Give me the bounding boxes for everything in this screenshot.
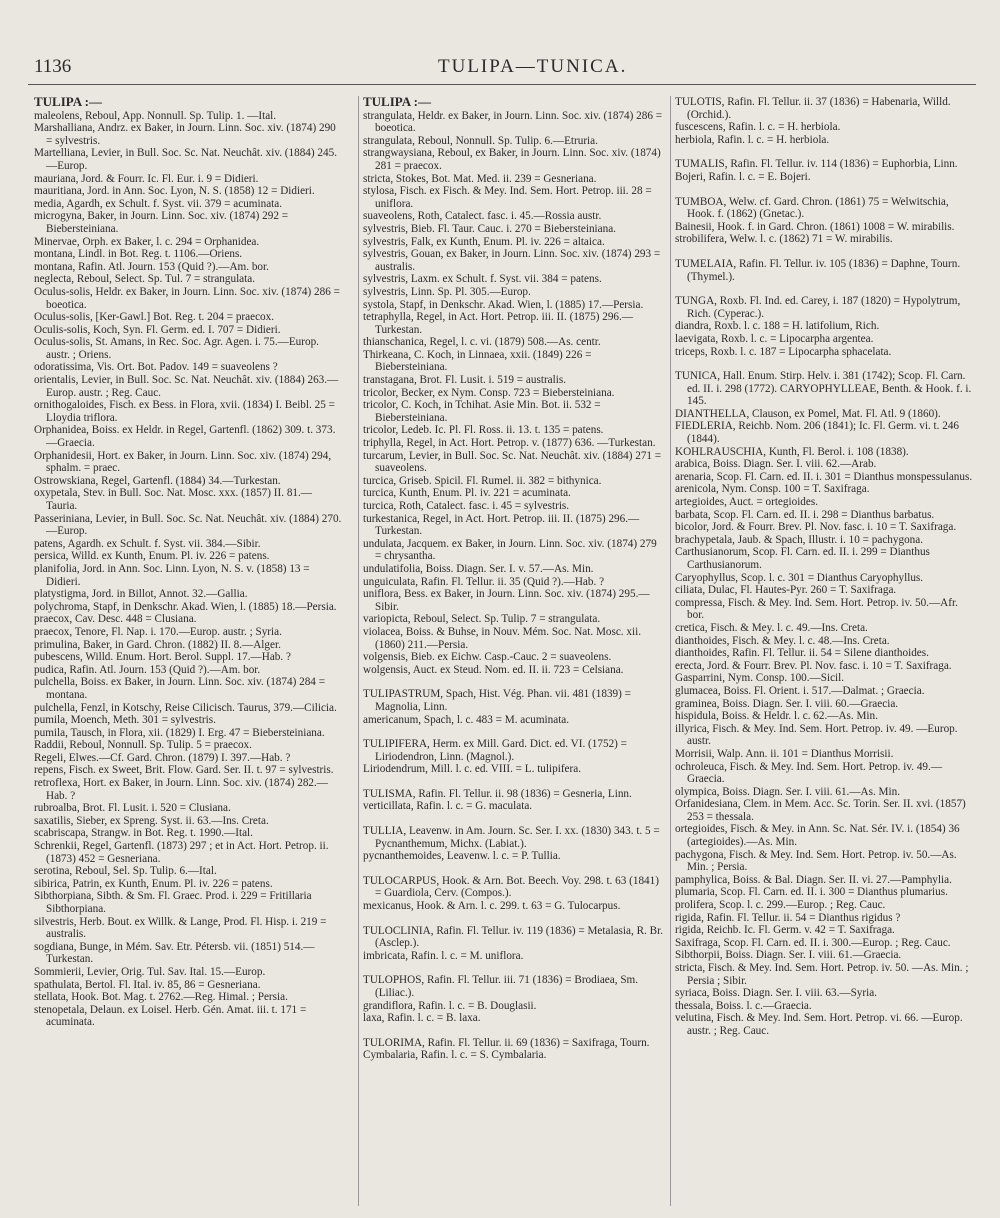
index-entry: pumila, Moench, Meth. 301 = sylvestris. — [34, 714, 216, 727]
index-entry: orientalis, Levier, in Bull. Soc. Sc. Nat. Neuchât. xiv. (1884) 263.—Europ. austr. ; Reg. Cauc. — [34, 374, 339, 399]
index-entry: olympica, Boiss. Diagn. Ser. I. viii. 61.—As. Min. — [675, 785, 900, 798]
index-entry: hispidula, Boiss. & Heldr. l. c. 62.—As. Min. — [675, 710, 878, 723]
index-entry: volgensis, Bieb. ex Eichw. Casp.-Cauc. 2 = suaveolens. — [363, 651, 612, 664]
index-entry: tricolor, Ledeb. Ic. Pl. Fl. Ross. ii. 13. t. 135 = patens. — [363, 424, 604, 437]
index-entry: rigida, Rafin. Fl. Tellur. ii. 54 = Dianthus rigidus ? — [675, 911, 901, 924]
index-entry: thianschanica, Regel, l. c. vi. (1879) 508.—As. centr. — [363, 336, 601, 349]
header-rule — [28, 84, 976, 85]
index-entry: media, Agardh, ex Schult. f. Syst. vii. 379 = acuminata. — [34, 197, 283, 210]
index-entry: compressa, Fisch. & Mey. Ind. Sem. Hort. Petrop. iv. 50.—Afr. bor. — [675, 596, 958, 622]
running-head: TULIPA—TUNICA. — [438, 56, 628, 77]
index-entry: microgyna, Baker, in Journ. Linn. Soc. xiv. (1874) 292 = Biebersteiniana. — [34, 210, 289, 235]
column-1 — [34, 96, 342, 1206]
index-entry: Regeli, Elwes.—Cf. Gard. Chron. (1879) I. 397.—Hab. ? — [34, 751, 291, 764]
index-entry: pulchella, Fenzl, in Kotschy, Reise Cilicisch. Taurus, 379.—Cilicia. — [34, 701, 337, 714]
index-entry: sylvestris, Gouan, ex Baker, in Journ. Linn. Soc. xiv. (1874) 293 = australis. — [363, 248, 661, 273]
index-entry: serotina, Reboul, Sel. Sp. Tulip. 6.—Ital. — [34, 865, 217, 878]
index-entry: laxa, Rafin. l. c. = B. laxa. — [363, 1012, 481, 1025]
index-entry: rubroalba, Brot. Fl. Lusit. i. 520 = Clusiana. — [34, 802, 231, 815]
index-entry: patens, Agardh. ex Schult. f. Syst. vii. 384.—Sibir. — [34, 537, 261, 550]
index-entry: sogdiana, Bunge, in Mém. Sav. Etr. Pétersb. vii. (1851) 514.—Turkestan. — [34, 940, 315, 966]
index-entry: thessala, Boiss. l. c.—Graecia. — [675, 999, 812, 1012]
index-entry: TULOCARPUS, Hook. & Arn. Bot. Beech. Voy. 298. t. 63 (1841) = Guardiola, Cerv. (Compos.). — [363, 874, 659, 900]
index-entry: pycnanthemoides, Leavenw. l. c. = P. Tullia. — [363, 850, 561, 863]
index-entry: ochroleuca, Fisch. & Mey. Ind. Sem. Hort. Petrop. iv. 49.—Graecia. — [675, 760, 943, 786]
index-entry: pamphylica, Boiss. & Bal. Diagn. Ser. II. vi. 27.—Pamphylia. — [675, 873, 952, 886]
index-entry: Orphanidea, Boiss. ex Heldr. in Regel, Gartenfl. (1862) 309. t. 373.—Graecia. — [34, 424, 336, 450]
index-entry: strangulata, Heldr. ex Baker, in Journ. Linn. Soc. xiv. (1874) 286 = boeotica. — [363, 109, 663, 135]
index-entry: tricolor, Becker, ex Nym. Consp. 723 = Biebersteiniana. — [363, 386, 615, 399]
index-entry: FIEDLERIA, Reichb. Nom. 206 (1841); Ic. Fl. Germ. vi. t. 246 (1844). — [675, 420, 960, 446]
index-entry: undulatifolia, Boiss. Diagn. Ser. I. v. 57.—As. Min. — [363, 562, 594, 575]
index-entry: DIANTHELLA, Clauson, ex Pomel, Mat. Fl. Atl. 9 (1860). — [675, 407, 941, 420]
index-entry: Sibthorpii, Boiss. Diagn. Ser. I. viii. 61.—Graecia. — [675, 949, 902, 962]
index-entry: cretica, Fisch. & Mey. l. c. 49.—Ins. Creta. — [675, 621, 868, 634]
index-entry: pumila, Tausch, in Flora, xii. (1829) I. Erg. 47 = Biebersteiniana. — [34, 726, 325, 739]
page-number: 1136 — [34, 56, 72, 77]
index-entry: sylvestris, Laxm. ex Schult. f. Syst. vii. 384 = patens. — [363, 273, 602, 286]
index-entry: Schrenkii, Regel, Gartenfl. (1873) 297 ; et in Act. Hort. Petrop. ii. (1873) 452 = Gesneriana. — [34, 840, 329, 865]
index-entry: maleolens, Reboul, App. Nonnull. Sp. Tulip. 1. —Ital. — [34, 109, 277, 122]
index-entry: transtagana, Brot. Fl. Lusit. i. 519 = australis. — [363, 374, 566, 387]
index-entry: strangwaysiana, Reboul, ex Baker, in Journ. Linn. Soc. xiv. (1874) 281 = praecox. — [363, 147, 661, 172]
index-entry: oxypetala, Stev. in Bull. Soc. Nat. Mosc. xxx. (1857) II. 81.—Tauria. — [34, 487, 312, 512]
index-entry: stricta, Fisch. & Mey. Ind. Sem. Hort. Petrop. iv. 50. —As. Min. ; Persia ; Sibir. — [675, 962, 969, 987]
index-entry: Oculis-solis, Koch, Syn. Fl. Germ. ed. I. 707 = Didieri. — [34, 323, 281, 336]
column-heading: TULIPA :— — [363, 96, 432, 109]
index-entry: Gasparrini, Nym. Consp. 100.—Sicil. — [675, 672, 845, 685]
index-entry: Liriodendrum, Mill. l. c. ed. VIII. = L. tulipifera. — [363, 763, 581, 776]
index-entry: velutina, Fisch. & Mey. Ind. Sem. Hort. Petrop. vi. 66. —Europ. austr. ; Reg. Cauc. — [675, 1012, 963, 1037]
index-entry: sylvestris, Linn. Sp. Pl. 305.—Europ. — [363, 285, 531, 298]
index-entry: TUNGA, Roxb. Fl. Ind. ed. Carey, i. 187 (1820) = Hypolytrum, Rich. (Cyperac.). — [675, 295, 961, 320]
index-entry: TULOCLINIA, Rafin. Fl. Tellur. iv. 119 (1836) = Metalasia, R. Br. (Asclep.). — [363, 924, 663, 950]
index-entry: strobilifera, Welw. l. c. (1862) 71 = W. mirabilis. — [675, 233, 893, 246]
index-entry: illyrica, Fisch. & Mey. Ind. Sem. Hort. Petrop. iv. 49. —Europ. austr. — [675, 722, 958, 748]
index-entry: ortegioides, Fisch. & Mey. in Ann. Sc. Nat. Sér. IV. i. (1854) 36 (artegioides).—As. Min. — [675, 823, 960, 849]
index-entry: graminea, Boiss. Diagn. Ser. I. viii. 60.—Graecia. — [675, 697, 899, 710]
index-entry: herbiola, Rafin. l. c. = H. herbiola. — [675, 133, 830, 146]
index-entry: stricta, Stokes, Bot. Mat. Med. ii. 239 = Gesneriana. — [363, 172, 597, 185]
index-entry: sibirica, Patrin, ex Kunth, Enum. Pl. iv. 226 = patens. — [34, 877, 273, 890]
index-entry: TULOTIS, Rafin. Fl. Tellur. ii. 37 (1836) = Habenaria, Willd. (Orchid.). — [675, 96, 951, 121]
index-entry: Martelliana, Levier, in Bull. Soc. Sc. Nat. Neuchât. xiv. (1884) 245.—Europ. — [34, 147, 337, 172]
index-entry: sylvestris, Bieb. Fl. Taur. Cauc. i. 270 = Biebersteiniana. — [363, 222, 616, 235]
index-entry: variopicta, Reboul, Select. Sp. Tulip. 7 = strangulata. — [363, 613, 601, 626]
index-entry: Oculus-solis, [Ker-Gawl.] Bot. Reg. t. 204 = praecox. — [34, 311, 275, 324]
index-entry: Cymbalaria, Rafin. l. c. = S. Cymbalaria. — [363, 1049, 547, 1062]
index-entry: Orfanidesiana, Clem. in Mem. Acc. Sc. Torin. Ser. II. xvi. (1857) 253 = thessala. — [675, 798, 966, 823]
index-entry: Oculus-solis, St. Amans, in Rec. Soc. Agr. Agen. i. 75.—Europ. austr. ; Oriens. — [34, 336, 319, 361]
index-entry: syriaca, Boiss. Diagn. Ser. I. viii. 63.—Syria. — [675, 987, 877, 1000]
index-entry: triceps, Roxb. l. c. 187 = Lipocarpha sphacelata. — [675, 345, 892, 358]
index-entry: uniflora, Bess. ex Baker, in Journ. Linn. Soc. xiv. (1874) 295.—Sibir. — [363, 588, 650, 613]
column-heading: TULIPA :— — [34, 96, 103, 109]
index-entry: retroflexa, Hort. ex Baker, in Journ. Linn. Soc. xiv. (1874) 282.—Hab. ? — [34, 777, 328, 802]
index-entry: prolifera, Scop. l. c. 299.—Europ. ; Reg. Cauc. — [675, 899, 886, 912]
index-entry: bicolor, Jord. & Fourr. Brev. Pl. Nov. fasc. i. 10 = T. Saxifraga. — [675, 521, 957, 534]
index-entry: Sibthorpiana, Sibth. & Sm. Fl. Graec. Prod. i. 229 = Fritillaria Sibthorpiana. — [34, 890, 312, 915]
index-entry: turcica, Griseb. Spicil. Fl. Rumel. ii. 382 = bithynica. — [363, 474, 602, 487]
index-entry: pubescens, Willd. Enum. Hort. Berol. Suppl. 17.—Hab. ? — [34, 651, 291, 664]
index-entry: stylosa, Fisch. ex Fisch. & Mey. Ind. Sem. Hort. Petrop. iii. 28 = uniflora. — [363, 185, 652, 210]
index-entry: tricolor, C. Koch, in Tchihat. Asie Min. Bot. ii. 532 = Biebersteiniana. — [363, 399, 601, 424]
index-entry: odoratissima, Vis. Ort. Bot. Padov. 149 = suaveolens ? — [34, 361, 278, 374]
index-entry: artegioides, Auct. = ortegioides. — [675, 496, 819, 509]
index-entry: rigida, Reichb. Ic. Fl. Germ. v. 42 = T. Saxifraga. — [675, 924, 895, 937]
index-entry: fuscescens, Rafin. l. c. = H. herbiola. — [675, 121, 841, 134]
index-entry: Orphanidesii, Hort. ex Baker, in Journ. Linn. Soc. xiv. (1874) 294, sphalm. = praec. — [34, 449, 332, 475]
index-entry: Saxifraga, Scop. Fl. Carn. ed. II. i. 300.—Europ. ; Reg. Cauc. — [675, 936, 951, 949]
index-entry: turcarum, Levier, in Bull. Soc. Sc. Nat. Neuchât. xiv. (1884) 271 = suaveolens. — [363, 449, 662, 475]
index-entry: spathulata, Bertol. Fl. Ital. iv. 85, 86 = Gesneriana. — [34, 978, 261, 991]
index-entry: polychroma, Stapf, in Denkschr. Akad. Wien, l. (1885) 18.—Persia. — [34, 600, 337, 613]
index-entry: TULIPIFERA, Herm. ex Mill. Gard. Dict. ed. VI. (1752) = Liriodendron, Linn. (Magnol.). — [363, 738, 627, 763]
index-entry: Sommierii, Levier, Orig. Tul. Sav. Ital. 15.—Europ. — [34, 965, 266, 978]
index-entry: laevigata, Roxb. l. c. = Lipocarpha argentea. — [675, 332, 874, 345]
index-entry: imbricata, Rafin. l. c. = M. uniflora. — [363, 949, 524, 962]
index-entry: platystigma, Jord. in Billot, Annot. 32.—Gallia. — [34, 588, 248, 601]
index-entry: KOHLRAUSCHIA, Kunth, Fl. Berol. i. 108 (1838). — [675, 445, 909, 458]
index-entry: dianthoides, Rafin. Fl. Tellur. ii. 54 = Silene dianthoides. — [675, 647, 929, 660]
index-entry: mauritiana, Jord. in Ann. Soc. Lyon, N. S. (1858) 12 = Didieri. — [34, 185, 315, 198]
index-entry: TUMALIS, Rafin. Fl. Tellur. iv. 114 (1836) = Euphorbia, Linn. — [675, 158, 958, 171]
index-entry: turcica, Roth, Catalect. fasc. i. 45 = sylvestris. — [363, 500, 570, 512]
index-entry: planifolia, Jord. in Ann. Soc. Linn. Lyon, N. S. v. (1858) 13 = Didieri. — [34, 562, 310, 588]
index-entry: silvestris, Herb. Bout. ex Willk. & Lange, Prod. Fl. Hisp. i. 219 = australis. — [34, 915, 327, 941]
index-entry: wolgensis, Auct. ex Steud. Nom. ed. II. ii. 723 = Celsiana. — [363, 663, 624, 676]
index-entry: Raddii, Reboul, Nonnull. Sp. Tulip. 5 = praecox. — [34, 739, 252, 752]
index-entry: pachygona, Fisch. & Mey. Ind. Sem. Hort. Petrop. iv. 50.—As. Min. ; Persia. — [675, 848, 957, 874]
index-entry: neglecta, Reboul, Select. Sp. Tul. 7 = strangulata. — [34, 273, 256, 286]
index-entry: dianthoides, Fisch. & Mey. l. c. 48.—Ins. Creta. — [675, 634, 890, 647]
index-entry: saxatilis, Sieber, ex Spreng. Syst. ii. 63.—Ins. Creta. — [34, 814, 269, 827]
index-entry: grandiflora, Rafin. l. c. = B. Douglasii. — [363, 999, 537, 1012]
index-entry: TUNICA, Hall. Enum. Stirp. Helv. i. 381 (1742); Scop. Fl. Carn. ed. II. i. 298 (1772). CARYOPHYLLEAE, Benth. & Hook. f. i. 145. — [675, 370, 972, 408]
index-entry: Morrisii, Walp. Ann. ii. 101 = Dianthus Morrisii. — [675, 747, 894, 760]
index-entry: scabriscapa, Strangw. in Bot. Reg. t. 1990.—Ital. — [34, 827, 253, 840]
index-entry: montana, Lindl. in Bot. Reg. t. 1106.—Oriens. — [34, 248, 243, 261]
index-entry: violacea, Boiss. & Buhse, in Nouv. Mém. Soc. Nat. Mosc. xii. (1860) 211.—Persia. — [363, 625, 642, 651]
index-entry: triphylla, Regel, in Act. Hort. Petrop. v. (1877) 636. —Turkestan. — [363, 437, 656, 450]
index-entry: pulchella, Boiss. ex Baker, in Journ. Linn. Soc. xiv. (1874) 284 = montana. — [34, 676, 325, 701]
index-entry: TUMELAIA, Rafin. Fl. Tellur. iv. 105 (1836) = Daphne, Tourn. (Thymel.). — [675, 257, 961, 283]
index-entry: repens, Fisch. ex Sweet, Brit. Flow. Gard. Ser. II. t. 97 = sylvestris. — [34, 764, 334, 777]
index-entry: Marshalliana, Andrz. ex Baker, in Journ. Linn. Soc. xiv. (1874) 290 = sylvestris. — [34, 122, 336, 147]
index-entry: Ostrowskiana, Regel, Gartenfl. (1884) 34.—Turkestan. — [34, 474, 281, 487]
index-entry: montana, Rafin. Atl. Journ. 153 (Quid ?).—Am. bor. — [34, 260, 269, 273]
index-entry: erecta, Jord. & Fourr. Brev. Pl. Nov. fasc. i. 10 = T. Saxifraga. — [675, 659, 952, 672]
index-entry: Bainesii, Hook. f. in Gard. Chron. (1861) 1008 = W. mirabilis. — [675, 220, 955, 233]
index-entry: stenopetala, Delaun. ex Loisel. Herb. Gén. Amat. iii. t. 171 = acuminata. — [34, 1003, 307, 1029]
index-entry: TULISMA, Rafin. Fl. Tellur. ii. 98 (1836) = Gesneria, Linn. — [363, 787, 632, 800]
index-entry: pudica, Rafin. Atl. Journ. 153 (Quid ?).—Am. bor. — [34, 663, 261, 676]
index-entry: Caryophyllus, Scop. l. c. 301 = Dianthus Caryophyllus. — [675, 571, 924, 584]
index-entry: TULLIA, Leavenw. in Am. Journ. Sc. Ser. I. xx. (1830) 343. t. 5 = Pycnanthemum, Michx. (Labiat.). — [363, 825, 660, 850]
index-entry: Passeriniana, Levier, in Bull. Soc. Sc. Nat. Neuchât. xiv. (1884) 270.—Europ. — [34, 512, 342, 538]
column-3 — [670, 96, 973, 1206]
index-entry: sylvestris, Falk, ex Kunth, Enum. Pl. iv. 226 = altaica. — [363, 235, 605, 248]
index-entry: Oculus-solis, Heldr. ex Baker, in Journ. Linn. Soc. xiv. (1874) 286 = boeotica. — [34, 285, 340, 311]
index-entry: turcica, Kunth, Enum. Pl. iv. 221 = acuminata. — [363, 487, 571, 500]
index-entry: arenicola, Nym. Consp. 100 = T. Saxifraga. — [675, 483, 870, 496]
index-entry: praecox, Tenore, Fl. Nap. i. 170.—Europ. austr. ; Syria. — [34, 625, 282, 638]
index-entry: Bojeri, Rafin. l. c. = E. Bojeri. — [675, 170, 811, 183]
index-entry: ornithogaloides, Fisch. ex Bess. in Flora, xvii. (1834) I. Beibl. 25 = Lloydia triflora. — [34, 399, 335, 424]
column-2 — [358, 96, 663, 1206]
index-entry: glumacea, Boiss. Fl. Orient. i. 517.—Dalmat. ; Graecia. — [675, 684, 925, 697]
index-entry: ciliata, Dulac, Fl. Hautes-Pyr. 260 = T. Saxifraga. — [675, 584, 897, 597]
index-entry: brachypetala, Jaub. & Spach, Illustr. i. 10 = pachygona. — [675, 533, 924, 546]
index-entry: persica, Willd. ex Kunth, Enum. Pl. iv. 226 = patens. — [34, 550, 270, 563]
index-entry: TULORIMA, Rafin. Fl. Tellur. ii. 69 (1836) = Saxifraga, Tourn. — [363, 1036, 650, 1049]
index-entry: Minervae, Orph. ex Baker, l. c. 294 = Orphanidea. — [34, 235, 260, 248]
index-entry: TUMBOA, Welw. cf. Gard. Chron. (1861) 75 = Welwitschia, Hook. f. (1862) (Gnetac.). — [675, 195, 949, 221]
index-entry: mexicanus, Hook. & Arn. l. c. 299. t. 63 = G. Tulocarpus. — [363, 900, 621, 913]
index-entry: americanum, Spach, l. c. 483 = M. acuminata. — [363, 713, 570, 726]
index-entry: Thirkeana, C. Koch, in Linnaea, xxii. (1849) 226 = Biebersteiniana. — [363, 348, 592, 374]
index-entry: mauriana, Jord. & Fourr. Ic. Fl. Eur. i. 9 = Didieri. — [34, 172, 259, 185]
index-entry: praecox, Cav. Desc. 448 = Clusiana. — [34, 613, 197, 626]
index-entry: systola, Stapf, in Denkschr. Akad. Wien, l. (1885) 17.—Persia. — [363, 298, 644, 311]
index-entry: verticillata, Rafin. l. c. = G. maculata. — [363, 800, 533, 813]
index-entry: TULIPASTRUM, Spach, Hist. Vég. Phan. vii. 481 (1839) = Magnolia, Linn. — [363, 688, 631, 713]
index-entry: Carthusianorum, Scop. Fl. Carn. ed. II. i. 299 = Dianthus Carthusianorum. — [675, 546, 930, 571]
index-entry: TULOPHOS, Rafin. Fl. Tellur. iii. 71 (1836) = Brodiaea, Sm. (Liliac.). — [363, 974, 639, 999]
index-entry: arenaria, Scop. Fl. Carn. ed. II. i. 301 = Dianthus monspessulanus. — [675, 470, 973, 483]
index-entry: plumaria, Scop. Fl. Carn. ed. II. i. 300 = Dianthus plumarius. — [675, 886, 948, 899]
index-entry: undulata, Jacquem. ex Baker, in Journ. Linn. Soc. xiv. (1874) 279 = chrysantha. — [363, 537, 657, 563]
index-entry: suaveolens, Roth, Catalect. fasc. i. 45.—Rossia austr. — [363, 210, 602, 223]
index-entry: unguiculata, Rafin. Fl. Tellur. ii. 35 (Quid ?).—Hab. ? — [363, 575, 605, 588]
index-entry: diandra, Roxb. l. c. 188 = H. latifolium, Rich. — [675, 320, 880, 333]
index-entry: arabica, Boiss. Diagn. Ser. I. viii. 62.—Arab. — [675, 458, 877, 471]
index-entry: strangulata, Reboul, Nonnull. Sp. Tulip. 6.—Etruria. — [363, 134, 598, 147]
index-entry: stellata, Hook. Bot. Mag. t. 2762.—Reg. Himal. ; Persia. — [34, 991, 288, 1004]
index-entry: tetraphylla, Regel, in Act. Hort. Petrop. iii. II. (1875) 296.—Turkestan. — [363, 311, 634, 336]
index-entry: primulina, Baker, in Gard. Chron. (1882) II. 8.—Alger. — [34, 638, 281, 651]
index-entry: turkestanica, Regel, in Act. Hort. Petrop. iii. II. (1875) 296.—Turkestan. — [363, 512, 640, 538]
index-entry: barbata, Scop. Fl. Carn. ed. II. i. 298 = Dianthus barbatus. — [675, 508, 935, 521]
